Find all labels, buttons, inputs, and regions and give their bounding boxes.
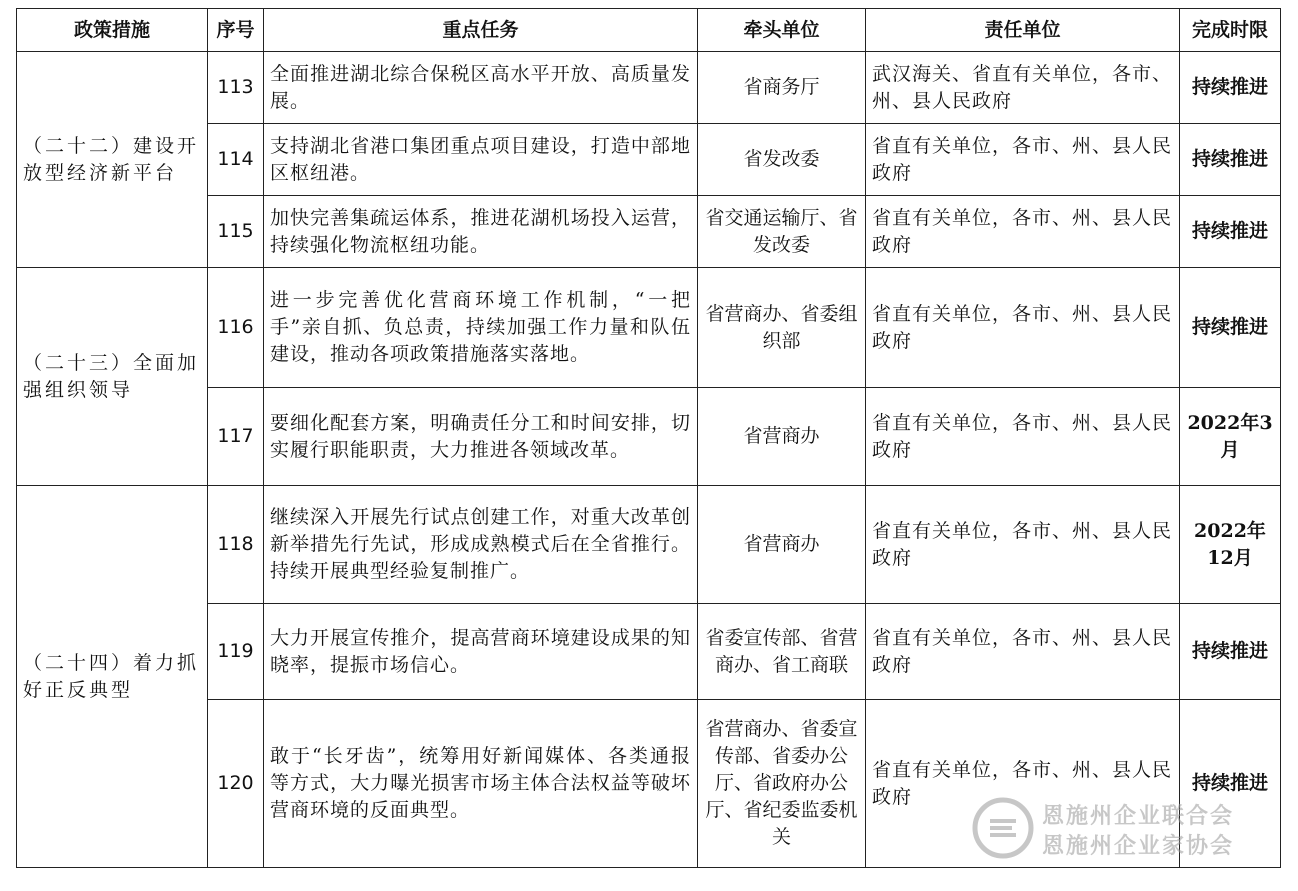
row-task: 支持湖北省港口集团重点项目建设，打造中部地区枢纽港。 xyxy=(264,124,698,196)
row-task: 敢于“长牙齿”，统筹用好新闻媒体、各类通报等方式，大力曝光损害市场主体合法权益等破坏营商环境的反面典型。 xyxy=(264,700,698,868)
row-lead: 省营商办、省委宣传部、省委办公厅、省政府办公厅、省纪委监委机关 xyxy=(698,700,866,868)
row-num: 114 xyxy=(208,124,264,196)
row-lead: 省营商办、省委组织部 xyxy=(698,268,866,388)
table-row xyxy=(17,486,1281,604)
row-task: 全面推进湖北综合保税区高水平开放、高质量发展。 xyxy=(264,52,698,124)
row-lead: 省委宣传部、省营商办、省工商联 xyxy=(698,604,866,700)
row-deadline: 持续推进 xyxy=(1180,52,1281,124)
watermark-line1: 恩施州企业联合会 xyxy=(1042,804,1235,829)
policy-table xyxy=(16,8,1281,868)
enterprise-federation-logo-icon xyxy=(970,795,1036,861)
header-deadline: 完成时限 xyxy=(1180,9,1281,52)
measure-cell: （二十二）建设开放型经济新平台 xyxy=(17,52,208,268)
row-resp: 省直有关单位，各市、州、县人民政府 xyxy=(866,388,1180,486)
row-num: 117 xyxy=(208,388,264,486)
row-num: 115 xyxy=(208,196,264,268)
row-resp: 省直有关单位，各市、州、县人民政府 xyxy=(866,196,1180,268)
row-deadline: 持续推进 xyxy=(1180,268,1281,388)
row-deadline: 持续推进 xyxy=(1180,196,1281,268)
row-deadline: 2022年12月 xyxy=(1180,486,1281,604)
measure-cell: （二十三）全面加强组织领导 xyxy=(17,268,208,486)
watermark-line2: 恩施州企业家协会 xyxy=(1042,834,1235,859)
row-num: 113 xyxy=(208,52,264,124)
header-measure: 政策措施 xyxy=(17,9,208,52)
row-resp: 省直有关单位，各市、州、县人民政府 xyxy=(866,268,1180,388)
header-resp: 责任单位 xyxy=(866,9,1180,52)
measure-cell: （二十四）着力抓好正反典型 xyxy=(17,486,208,868)
row-resp: 省直有关单位，各市、州、县人民政府 xyxy=(866,124,1180,196)
row-num: 118 xyxy=(208,486,264,604)
row-resp: 省直有关单位，各市、州、县人民政府 xyxy=(866,700,1180,868)
table-row xyxy=(17,268,1281,388)
row-resp: 武汉海关、省直有关单位，各市、州、县人民政府 xyxy=(866,52,1180,124)
row-task: 加快完善集疏运体系，推进花湖机场投入运营，持续强化物流枢纽功能。 xyxy=(264,196,698,268)
row-lead: 省交通运输厅、省发改委 xyxy=(698,196,866,268)
header-task: 重点任务 xyxy=(264,9,698,52)
header-row xyxy=(17,9,1281,52)
row-deadline: 持续推进 xyxy=(1180,604,1281,700)
row-deadline: 持续推进 xyxy=(1180,124,1281,196)
row-resp: 省直有关单位，各市、州、县人民政府 xyxy=(866,486,1180,604)
row-deadline: 2022年3月 xyxy=(1180,388,1281,486)
header-lead: 牵头单位 xyxy=(698,9,866,52)
row-deadline: 持续推进 xyxy=(1180,700,1281,868)
row-lead: 省商务厅 xyxy=(698,52,866,124)
row-num: 116 xyxy=(208,268,264,388)
row-num: 119 xyxy=(208,604,264,700)
row-lead: 省发改委 xyxy=(698,124,866,196)
header-num: 序号 xyxy=(208,9,264,52)
row-resp: 省直有关单位，各市、州、县人民政府 xyxy=(866,604,1180,700)
row-task: 要细化配套方案，明确责任分工和时间安排，切实履行职能职责，大力推进各领域改革。 xyxy=(264,388,698,486)
row-lead: 省营商办 xyxy=(698,388,866,486)
row-num: 120 xyxy=(208,700,264,868)
table-row xyxy=(17,52,1281,124)
row-lead: 省营商办 xyxy=(698,486,866,604)
row-task: 进一步完善优化营商环境工作机制，“一把手”亲自抓、负总责，持续加强工作力量和队伍建设，推动各项政策措施落实落地。 xyxy=(264,268,698,388)
row-task: 继续深入开展先行试点创建工作，对重大改革创新举措先行先试，形成成熟模式后在全省推行。持续开展典型经验复制推广。 xyxy=(264,486,698,604)
watermark xyxy=(970,795,1280,861)
row-task: 大力开展宣传推介，提高营商环境建设成果的知晓率，提振市场信心。 xyxy=(264,604,698,700)
